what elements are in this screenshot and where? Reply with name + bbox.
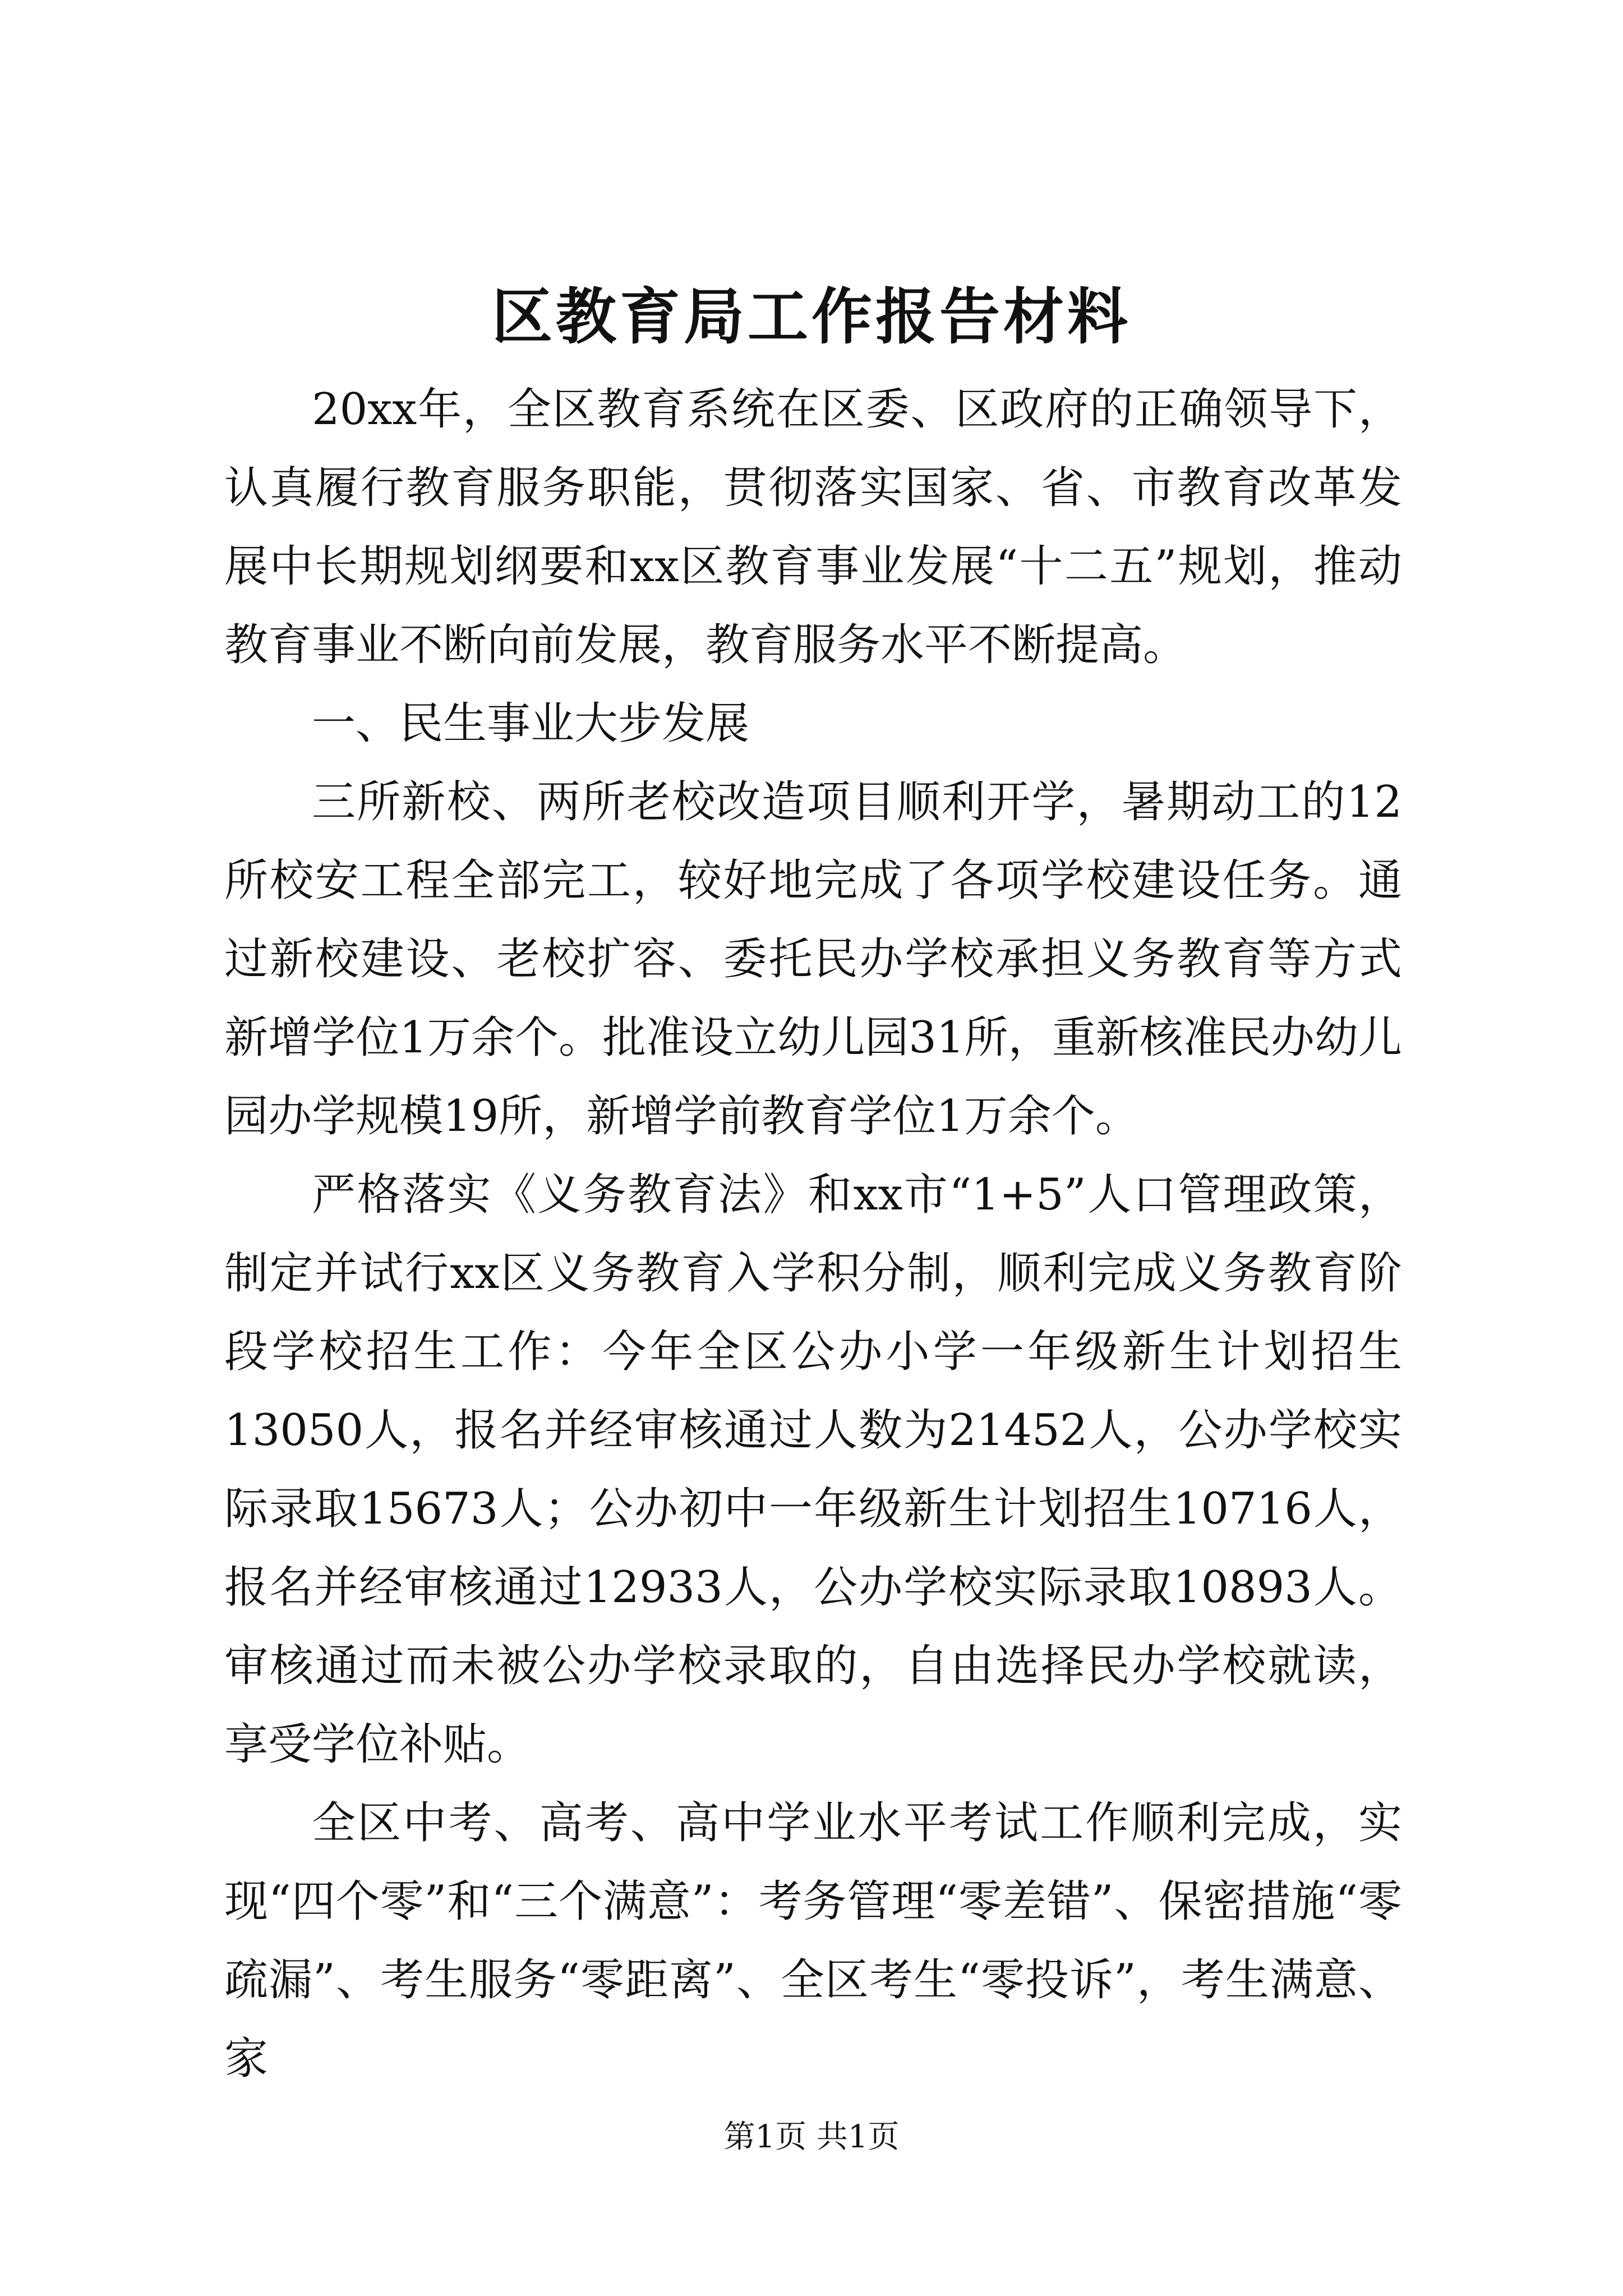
school-construction-paragraph: 三所新校、两所老校改造项目顺利开学，暑期动工的12所校安工程全部完工，较好地完成了各项学校建设任务。通过新校建设、老校扩容、委托民办学校承担义务教育等方式新增学位1万余个。批准设立幼儿园31所，重新核准民办幼儿园办学规模19所，新增学前教育学位1万余个。	[224, 777, 1402, 1142]
intro-paragraph: 20xx年，全区教育系统在区委、区政府的正确领导下，认真履行教育服务职能，贯彻落实国家、省、市教育改革发展中长期规划纲要和xx区教育事业发展“十二五”规划，推动教育事业不断向前发展，教育服务水平不断提高。	[224, 384, 1402, 670]
section-heading: 一、民生事业大步发展	[312, 698, 750, 749]
enrollment-paragraph: 严格落实《义务教育法》和xx市“1+5”人口管理政策，制定并试行xx区义务教育入学积分制，顺利完成义务教育阶段学校招生工作：今年全区公办小学一年级新生计划招生13050人，报名并经审核通过人数为21452人，公办学校实际录取15673人；公办初中一年级新生计划招生10716人，报名并经审核通过12933人，公办学校实际录取10893人。审核通过而未被公办学校录取的，自由选择民办学校就读，享受学位补贴。	[224, 1170, 1402, 1770]
document-title: 区教育局工作报告材料	[491, 282, 1131, 352]
page-number-footer: 第1页 共1页	[723, 2119, 900, 2155]
exams-paragraph: 全区中考、高考、高中学业水平考试工作顺利完成，实现“四个零”和“三个满意”：考务管理“零差错”、保密措施“零疏漏”、考生服务“零距离”、全区考生“零投诉”，考生满意、家	[224, 1798, 1402, 2084]
document-body	[224, 370, 1402, 2098]
